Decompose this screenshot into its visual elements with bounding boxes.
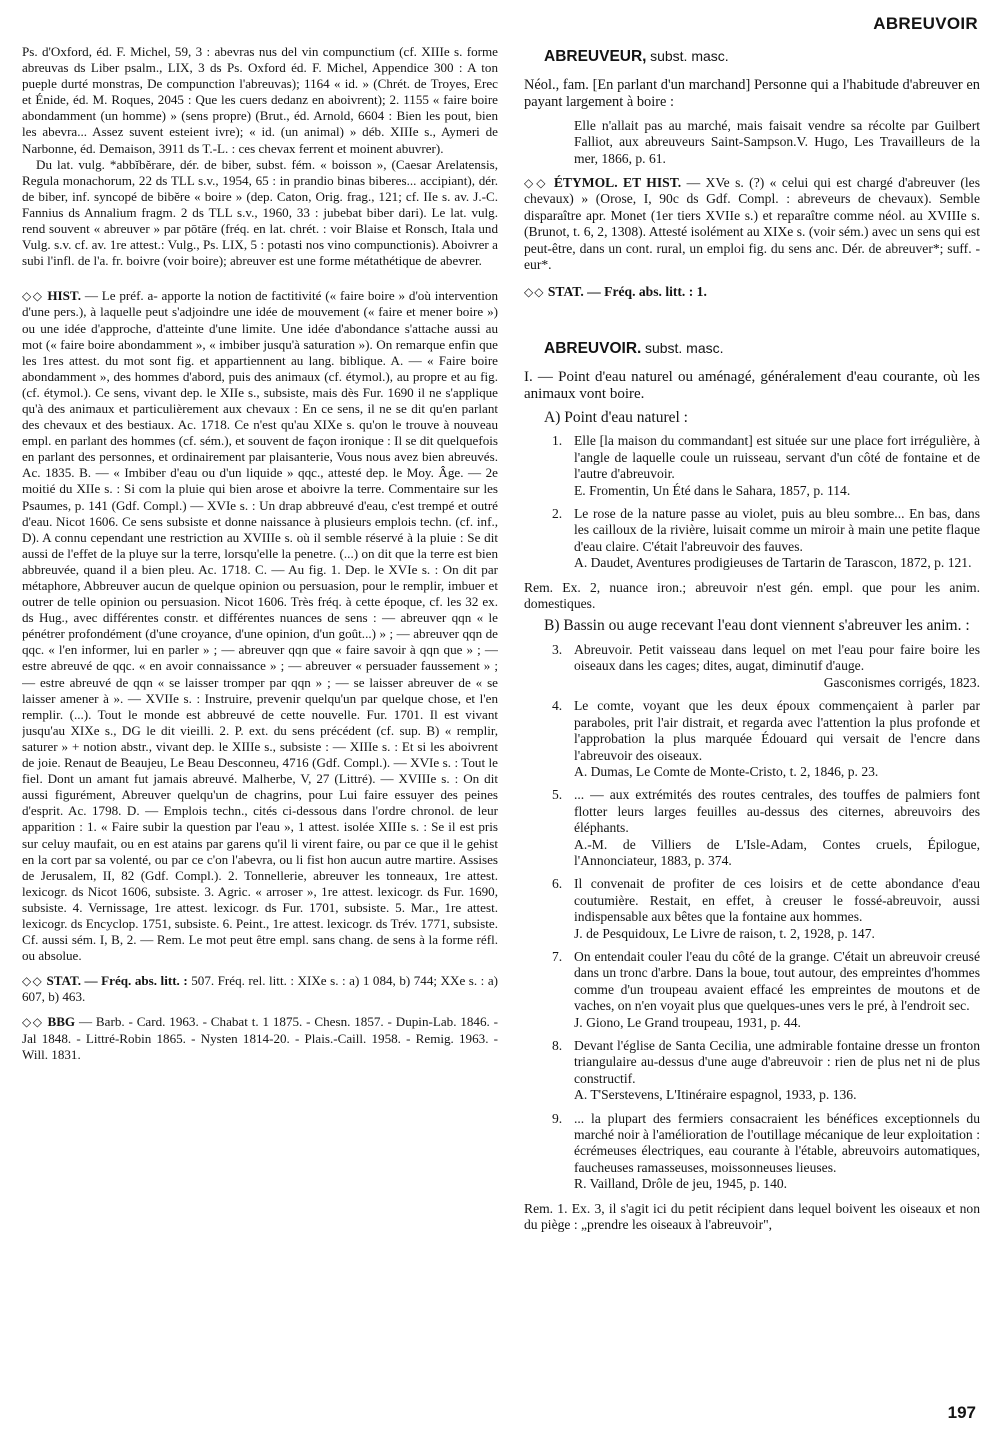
diamond-icon: ◇◇ xyxy=(524,176,549,190)
entry-abreuvoir xyxy=(524,340,980,1233)
example-text: Elle [la maison du commandant] est située sur une place fort irrégulière, à l'angle de laquelle coule un ruisseau, servant d'un côté de fontaine et de l'autre d'abreuvoir. xyxy=(574,433,980,482)
quotation: Elle n'allait pas au marché, mais faisait vendre sa récolte par Guilbert Falliot, aux abreuveurs Saint-Sampson.V. Hugo, Les Travailleurs de la mer, 1866, p. 61. xyxy=(574,117,980,166)
stat-text: STAT. — Fréq. abs. litt. : 1. xyxy=(547,284,707,300)
example xyxy=(524,506,980,572)
example-number: 5. xyxy=(552,787,563,803)
example-number: 2. xyxy=(552,506,563,522)
example xyxy=(524,787,980,869)
stat-heading: STAT. — Fréq. abs. litt. : xyxy=(46,973,188,989)
etymology-continuation: Ps. d'Oxford, éd. F. Michel, 59, 3 : abevras nus del vin compunctium (cf. XIIIe s. forme abreuvas ds Liber psalm., LIX, 3 ds Ps. Oxford éd. F. Michel, Appendice 300 : A ton pueple durté monstras, De compunction l'abreuvas); 1164 « id. » (Chrét. de Troyes, Erec et Énide, éd. M. Roques, 2045 : Que les cuers dedanz en aboivrent); 2. 1155 « faire boire abondamment (un homme) » (sens propre) (Brut., éd. Arnold, 6604 : Bien les pout, bien les abevra... Assez suvent esteient ivre); « id. (un animal) » déb. XIIIe s., Aymeri de Narbonne, éd. Demaison, 3911 ds T.-L. : ces chevax ferrent et moinent abuvrer). xyxy=(22,44,498,156)
example-number: 9. xyxy=(552,1110,563,1126)
example xyxy=(524,1111,980,1193)
remark-B: Rem. 1. Ex. 3, il s'agit ici du petit récipient dans lequel boivent les oiseaux et non du piège : „prendre les oiseaux à l'abreuvoir", xyxy=(524,1200,980,1233)
diamond-icon: ◇◇ xyxy=(22,289,44,304)
example-text: Abreuvoir. Petit vaisseau dans lequel on met l'eau pour faire boire les oiseaux dans les cages; dites, augat, diminutif d'auge. xyxy=(574,642,980,674)
example-number: 8. xyxy=(552,1038,563,1053)
definition: Néol., fam. [En parlant d'un marchand] Personne qui a l'habitude d'abreuver en payant largement à boire : xyxy=(524,76,980,111)
headword: ABREUVOIR. xyxy=(544,340,642,358)
examples-B xyxy=(524,642,980,1193)
page-number: 197 xyxy=(947,1403,976,1422)
bbg-text: — Barb. - Card. 1963. - Chabat t. 1 1875. - Chesn. 1857. - Dupin-Lab. 1846. - Jal 1848. - Littré-Robin 1865. - Nysten 1814-20. - Plais.-Caill. 1958. - Remig. 1963. - Will. 1831. xyxy=(22,1014,498,1062)
bbg-section xyxy=(22,1014,498,1062)
diamond-icon: ◇◇ xyxy=(22,1015,44,1030)
left-column xyxy=(22,44,498,1402)
stat-text: 507. Fréq. rel. litt. : XIXe s. : a) 1 084, b) 744; XXe s. : a) 607, b) 463. xyxy=(22,973,498,1005)
example-text: ... — aux extrémités des routes centrales, des touffes de palmiers font flotter leurs larges feuilles au-dessus des citernes, abreuvoirs des éléphants. xyxy=(574,787,980,836)
example-text: Le rose de la nature passe au violet, puis au bleu sombre... En bas, dans les cailloux de la rivière, luisait comme un miroir à main une petite flaque d'eau claire. C'était l'abreuvoir des fauves. xyxy=(574,506,980,554)
example-number: 3. xyxy=(552,642,563,658)
example xyxy=(524,642,980,691)
example xyxy=(524,698,980,780)
part-of-speech: subst. masc. xyxy=(650,48,729,64)
hist-text: — Le préf. a- apporte la notion de factitivité (« faire boire » d'où intervention d'une pers.), à laquelle peut s'adjoindre une idée de mouvement (« faire et mener boire ») ou une idée d'approche, d'atteinte d'une limite. Une idée d'abondance s'attache aussi au mot (« faire boire abondamment », « imbiber jusqu'à saturation »). On remarque enfin que les 1res attest. du mot sont fig. et appartiennent au lang. biblique. A. — « Faire boire abondamment », des hommes d'abord, puis des animaux (cf. étymol.), au propre et au fig. (cf. étymol.). Ce sens, vivant dep. le XIIe s., subsiste, mais dès Fur. 1690 il ne s'applique qu'à des animaux et particulièrement aux chevaux : En ce sens, il ne se dit qu'en parlant des chevaux et des bestiaux. Ac. 1718. Ce n'est qu'au XIXe s. qu'on le trouve à nouveau empl. en parlant des hommes (cf. sém.), et souvent de façon ironique : Il se dit quelquefois en parlant des personnes, et ordinairement par plaisanterie, Vous nous avez bien abreuvés. Ac. 1835. B. — « Imbiber d'eau ou d'un liquide » qqc., attesté dep. le Moy. Âge. — 2e moitié du XIIe s. : Si com la pluie qui bien arose et aboivre la terre. Commentaire sur les Psaumes, p. 141 (Gdf. Compl.) — XVIe s. : Un drap abbreuvé d'eau, c'est trempé et outré d'eau. Nicot 1606. Ce sens subsiste et donne naissance à plusieurs emplois techn. (cf. inf., D). A connu cependant une restriction au XVIIIe s. où il semble réservé à la pluie : Se dit aussi de l'effet de la pluye sur la terre, lorsqu'elle la penetre. (...) on dit que la terre est bien abbreuvée, quand il a bien pleu. Ac. 1718. C. — Au fig. 1. Dep. le XVIe s. : On dit par métaphore, Abbreuver aucun de quelque opinion ou persuasion, pour le remplir, imbuer et outrer de telle opinion ou persuasion. Nicot 1606. Très fréq. à cette époque, cf. les 32 ex. ds Hug., avec différentes constr. et différentes nuances de sens : — abreuver qqn « le pénétrer profondément (d'une croyance, d'une opinion, d'un goût...) » ; — abreuver qqn de qqc. « l'en informer, lui en parler » ; — abreuver qqn que « faire savoir à qqn que » ; — estre abreuvé de qqc. « en avoir connaissance » ; — abreuver « persuader faussement » ; — estre abreuvé de qqn « se laisser tromper par qqn » ; — se laisser abreuver de « se laisser amener à ». — XVIIe s. : Instruire, prevenir quelqu'un par quelque chose, et l'en remplir. (...). Tout le monde est abbreuvé de cette nouvelle. Fur. 1701. Il est vivant jusqu'au XIXe s., DG le dit vieilli. 2. P. ext. du sens précédent (cf. sup. B) « remplir, saturer » + notion abstr., vivant dep. le XIIIe s., subsiste : — XIIIe s. : Et si les aboivrent de joie. Renaut de Beaujeu, Le Beau Desconneu, 4716 (Gdf. Compl.). — XVIe s. : Tout le fiel. Dont un amant fut jamais abreuvé. Malherbe, V, 27 (Littré). — XVIIIe s. : On dit aussi figurément, Abreuver quelqu'un de chagrins, pour Lui faire essuyer des peines d'esprit. Ac. 1798. D. — Emplois techn., cités ci-dessous dans l'ordre chronol. de leur apparition : 1. « Faire subir la question par l'eau », 1 attest. isolée XIIIe s. : Se il est pris sur celuy maufait, ou en est atains par garens qu'il li virent faire, ou par ce que il le gehist en la cort par sa volenté, ou par ce c'on l'abevra, ou li fist hon aucun autre martire. Assises de Jerusalem, II, 82 (Gdf. Compl.). 2. Tonnellerie, abreuver les tonneaux, 1re attest. lexicogr. ds Nicot 1606, subsiste. 3. Agric. « arroser », 1re attest. lexicogr. ds Fur. 1690, subsiste. 4. Vernissage, 1re attest. lexicogr. ds Fur. 1701, subsiste. 5. Mar., 1re attest. lexicogr. ds Encyclop. 1751, subsiste. 6. Peint., 1re attest. lexicogr. ds Trév. 1771, subsiste. Cf. aussi sém. I, B, 2. — Rem. Le mot peut être empl. sans chang. de sens à la forme réfl. ou absolue. xyxy=(22,288,498,964)
example-number: 1. xyxy=(552,433,563,449)
section-I: I. — Point d'eau naturel ou aménagé, généralement d'eau courante, où les animaux vont boire. xyxy=(524,368,980,403)
entry-abreuveur xyxy=(524,48,980,302)
example-source: A.-M. de Villiers de L'Isle-Adam, Contes cruels, Épilogue, l'Annonciateur, 1883, p. 374. xyxy=(574,836,980,868)
stat-section xyxy=(524,283,980,302)
running-head: ABREUVOIR xyxy=(873,14,978,33)
example-source: J. de Pesquidoux, Le Livre de raison, t. 2, 1928, p. 147. xyxy=(574,925,875,941)
example-number: 7. xyxy=(552,948,563,964)
stat-section xyxy=(22,973,498,1005)
subsection-A: A) Point d'eau naturel : xyxy=(544,408,688,426)
etymology-text: — XVe s. (?) « celui qui est chargé d'abreuver (les chevaux) » (Orose, I, 90c ds Gdf. Compl. : abreveurs de chevaux). Semble disparaître apr. Monet (1er tiers XVIIe s.) et reparaître comme néol. au XVIIIe s. (Brunot, t. 6, 2, 1308). Attesté isolément au XIXe s. (voir sém.) avec un sens qui est peut-être, dans un cont. rural, un emploi fig. du sens anc. Dér. de abreuver*; suff. -eur*. xyxy=(524,175,980,273)
example-text: ... la plupart des fermiers consacraient les bénéfices exceptionnels du marché noir à l'amélioration de l'outillage mécanique de leur exploitation : écrémeuses électriques, eau courante à l'étable, abreuvoirs automatiques, faucheuses ramasseuses, moissonneuses lieuses. xyxy=(574,1110,980,1175)
etymology-section xyxy=(524,175,980,273)
example-text: On entendait couler l'eau du côté de la grange. C'était un abreuvoir creusé dans un tronc d'arbre. Dans la boue, tout autour, des empreintes d'hommes comme d'un troupeau avaient effacé les empreintes de moutons et de vaches, on n'en voyait plus que quelques-unes vers le pré, à l'endroit sec. xyxy=(574,948,980,1014)
example xyxy=(524,1038,980,1104)
bbg-heading: BBG xyxy=(47,1014,76,1030)
example-number: 4. xyxy=(552,698,563,714)
example-source: J. Giono, Le Grand troupeau, 1931, p. 44. xyxy=(574,1014,801,1030)
examples-A xyxy=(524,433,980,571)
example-text: Il convenait de profiter de ces loisirs et de cette abondance d'eau coutumière. Restait, en effet, à creuser le fossé-abreuvoir, aussi indispensable aux bêtes que la fontaine aux hommes. xyxy=(574,876,980,925)
example-text: Le comte, voyant que les deux époux commençaient à parler par paraboles, prit l'air distrait, et regarda avec l'attention la plus profonde et l'approbation la plus marquée Édouard qui versait de l'encre dans l'abreuvoir des oiseaux. xyxy=(574,698,980,763)
remark-A: Rem. Ex. 2, nuance iron.; abreuvoir n'est gén. empl. que pour les anim. domestiques. xyxy=(524,579,980,612)
example xyxy=(524,949,980,1031)
hist-section xyxy=(22,288,498,964)
example-source: A. T'Serstevens, L'Itinéraire espagnol, 1933, p. 136. xyxy=(574,1087,857,1103)
example-number: 6. xyxy=(552,876,563,892)
hist-heading: HIST. xyxy=(47,288,81,304)
example-source: A. Dumas, Le Comte de Monte-Cristo, t. 2, 1846, p. 23. xyxy=(574,763,879,779)
diamond-icon: ◇◇ xyxy=(22,974,43,989)
headword: ABREUVEUR, xyxy=(544,48,647,65)
etymology-heading: ÉTYMOL. ET HIST. xyxy=(553,175,682,190)
example-source: Gasconismes corrigés, 1823. xyxy=(823,674,980,690)
example-source: E. Fromentin, Un Été dans le Sahara, 1857, p. 114. xyxy=(574,482,851,498)
part-of-speech: subst. masc. xyxy=(644,340,724,357)
right-column xyxy=(524,44,980,1400)
diamond-icon: ◇◇ xyxy=(524,285,545,300)
example xyxy=(524,876,980,942)
example-source: R. Vailland, Drôle de jeu, 1945, p. 140. xyxy=(574,1176,788,1192)
subsection-B: B) Bassin ou auge recevant l'eau dont viennent s'abreuver les anim. : xyxy=(544,617,970,635)
example-source: A. Daudet, Aventures prodigieuses de Tartarin de Tarascon, 1872, p. 121. xyxy=(574,555,972,571)
example-text: Devant l'église de Santa Cecilia, une admirable fontaine dresse un fronton triangulaire au-dessus d'une auge d'abreuvoir : rien de plus net ni de plus constructif. xyxy=(574,1038,980,1086)
etymology-latin-paragraph: Du lat. vulg. *abbĭbĕrare, dér. de biber, subst. fém. « boisson », (Caesar Arelatensis, Regula monachorum, 22 ds TLL s.v., 1954, 65 : in prandio binas biberes... accipiant), dér. de biber, inf. syncopé de bibĕre « boire » (dep. Caton, Orig. frag., 121; cf. IIe s. av. J.-C. Fannius ds Annalium fragm. 2 ds TLL s.v., 1960, 33 : jubebat biber dari). Le lat. vulg. rend souvent « abreuver » par pōtāre (fréq. en lat. chrét. : voir Blaise et Ronsch, Itala und Vulg. s.v. cf. av. 1re attest.: Vulg., Ps. LIX, 5 : potasti nos vino compunctionis). Aboivrer a subi l'infl. de l'a. fr. boivre (voir boire); abreuver est une forme métathétique de abevrer. xyxy=(22,156,498,269)
example xyxy=(524,433,980,499)
